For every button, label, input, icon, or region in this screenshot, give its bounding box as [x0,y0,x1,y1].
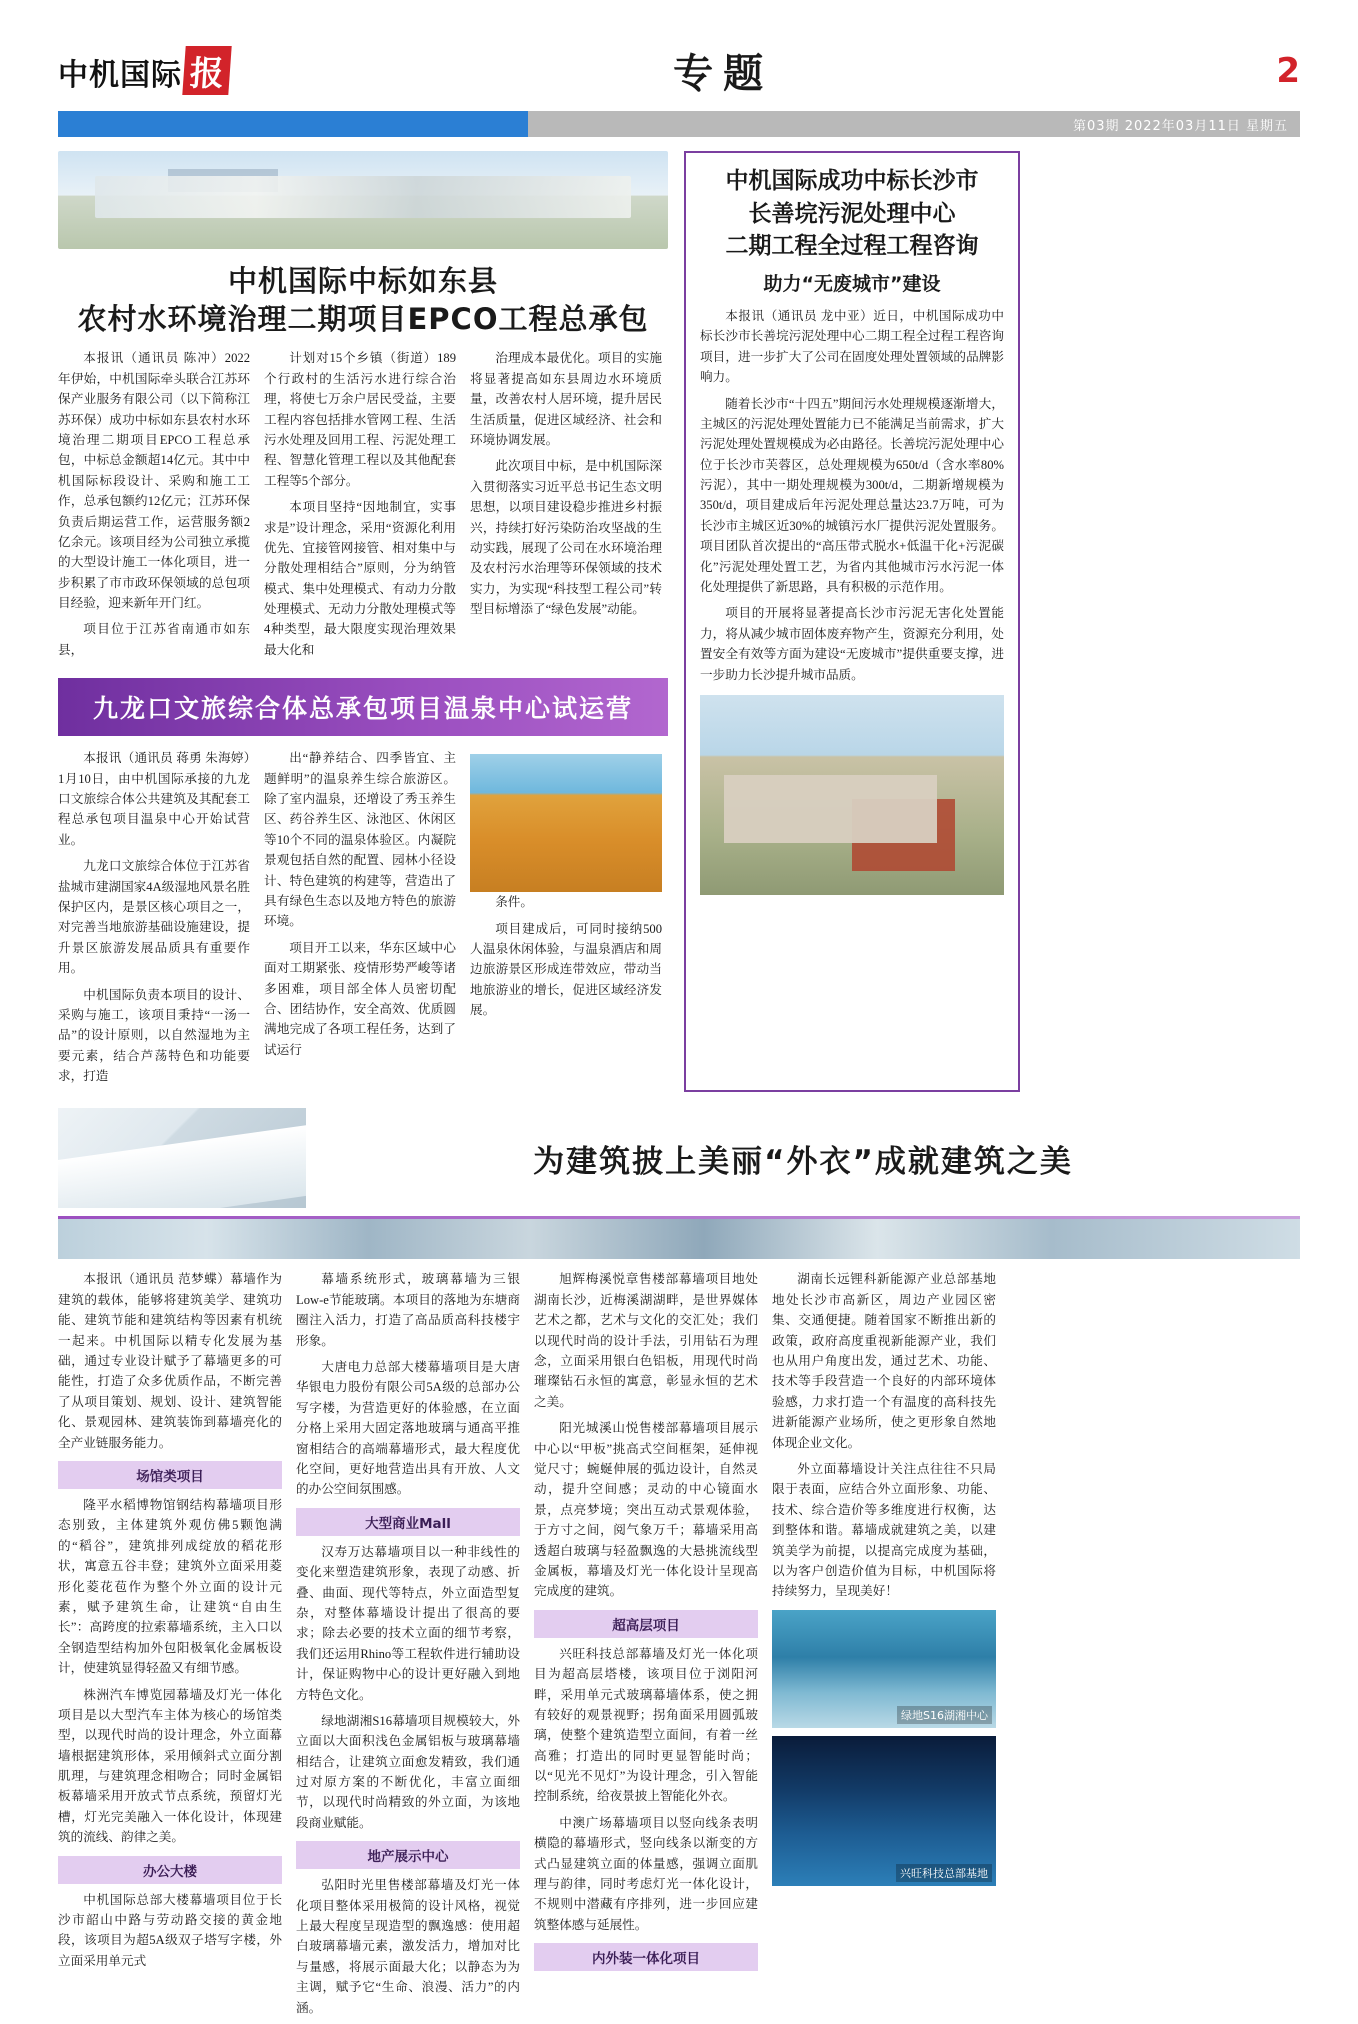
subheading: 办公大楼 [58,1856,282,1884]
paragraph: 本项目坚持“因地制宜，实事求是”设计理念，采用“资源化利用优先、宜接管网接管、相对集中与分散处理相结合”原则，分为纳管模式、集中处理模式、有动力分散处理模式、无动力分散处理模式等4种类型，最大限度实现治理效果最大化和 [264,500,456,657]
paragraph: 旭辉梅溪悦章售楼部幕墙项目地处湖南长沙，近梅溪湖湖畔，是世界媒体艺术之都，艺术与文化的交汇处；我们以现代时尚的设计手法，引用钻石为理念，立面采用银白色铝板，用现代时尚璀璨钻石永恒的寓意，彰显永恒的艺术之美。 [534,1272,758,1409]
logo-badge: 报 [182,46,231,95]
feature-photo-1-caption: 绿地S16湖湘中心 [897,1706,992,1724]
article-3-body [700,306,1004,685]
paragraph: 出“静养结合、四季皆宜、主题鲜明”的温泉养生综合旅游区。除了室内温泉，还增设了秀玉养生区、药谷养生区、泳池区、休闲区等10个不同的温泉体验区。内凝院景观包括自然的配置、园林小径设计、特色建筑的构建等，营造出了具有绿色生态以及地方特色的旅游环境。 [264,751,456,929]
feature-col-1 [58,1269,282,2024]
paragraph: 此次项目中标，是中机国际深入贯彻落实习近平总书记生态文明思想，以项目建设稳步推进乡村振兴，持续打好污染防治攻坚战的生动实践，展现了公司在水环境治理及农村污水治理等环保领域的技术实力，为实现“科技型工程公司”转型目标增添了“绿色发展”动能。 [470,459,662,617]
article-1-headline-line2: 农村水环境治理二期项目EPCO工程总承包 [77,301,649,336]
feature-photo-1-wrap [772,1610,996,1728]
article-2-photo [470,754,662,892]
article-3-headline-line3: 二期工程全过程工程咨询 [725,233,979,260]
paragraph: 汉寿万达幕墙项目以一种非线性的变化来塑造建筑形象，表现了动感、折叠、曲面、现代等特点，外立面造型复杂，对整体幕墙设计提出了很高的要求；除去必要的技术立面的细节考察，我们还运用Rhino等工程软件进行辅助设计，保证购物中心的设计更好融入到地方特色文化。 [296,1544,520,1702]
paragraph: 株洲汽车博览园幕墙及灯光一体化项目是以大型汽车主体为核心的场馆类型，以现代时尚的设计理念，外立面幕墙根据建筑形体，采用倾斜式立面分割肌理，与建筑理念相吻合；同时金属铝板幕墙采用开放式节点系统，预留灯光槽，灯光完美融入一体化设计，体现建筑的流线、韵律之美。 [58,1687,282,1845]
page-number: 2 [1276,50,1300,91]
logo-text: 中机国际 [58,58,182,93]
paragraph: 幕墙系统形式，玻璃幕墙为三银Low-e节能玻璃。本项目的落地为东塘商圈注入活力，打造了高品质高科技楼宇形象。 [296,1272,520,1348]
band-blue [58,111,528,137]
paragraph: 大唐电力总部大楼幕墙项目是大唐华银电力股份有限公司5A级的总部办公写字楼，为营造更好的体验感，在立面分格上采用大固定落地玻璃与通高平推窗相结合的高端幕墙形式，最大程度优化空间，更好地营造出具有开放、人文的办公空间氛围感。 [296,1360,520,1497]
article-1-col-1 [58,348,250,666]
article-2-col-3 [470,748,662,1092]
article-1-columns [58,348,668,666]
paragraph: 绿地湖湘S16幕墙项目规模较大，外立面以大面积浅色金属铝板与玻璃幕墙相结合，让建筑立面愈发精致，我们通过对原方案的不断优化，丰富立面细节，以现代时尚精致的外立面，为该地段商业赋能。 [296,1713,520,1830]
paragraph: 中机国际负责本项目的设计、采购与施工，该项目秉持“一汤一品”的设计原则，以自然湿地为主要元素，结合芦荡特色和功能要求，打造 [58,987,250,1084]
article-3 [684,151,1020,1092]
feature-photo-strip [58,1219,1300,1259]
feature-article [58,1108,1300,2024]
article-3-headline-line1: 中机国际成功中标长沙市 [725,168,979,194]
article-1-headline [58,263,668,338]
subheading: 场馆类项目 [58,1461,282,1489]
subheading: 内外装一体化项目 [534,1943,758,1971]
subheading: 超高层项目 [534,1610,758,1638]
article-2-columns [58,748,668,1092]
article-1-headline-line1: 中机国际中标如东县 [227,264,498,298]
paragraph: 外立面幕墙设计关注点往往不只局限于表面，应结合外立面形象、功能、技术、综合造价等多维度进行权衡，达到整体和谐。幕墙成就建筑之美，以建筑美学为前提，以提高完成度为基础，以为客户创造价值为目标，中机国际将持续努力，呈现美好！ [772,1462,996,1599]
issue-line: 第03期 2022年03月11日 星期五 [528,111,1300,137]
article-1-photo [58,151,668,249]
paragraph: 项目的开展将显著提高长沙市污泥无害化处置能力，将从减少城市固体废弃物产生，资源充分利用，处置安全有效等方面为建设“无废城市”提供重要支撑，进一步助力长沙提升城市品质。 [700,606,1004,682]
paragraph: 阳光城溪山悦售楼部幕墙项目展示中心以“甲板”挑高式空间框架，延伸视觉尺寸；蜿蜒伸展的弧边设计，自然灵动，提升空间感；灵动的中心镜面水景，点亮梦境；突出互动式景观体验，于方寸之间，阅气象万千；幕墙采用高透超白玻璃与轻盈飘逸的大悬挑流线型金属板，幕墙及灯光一体化设计呈现高完成度的建筑。 [534,1421,758,1599]
feature-col-4 [772,1269,996,2024]
paragraph: 项目位于江苏省南通市如东县， [58,622,250,657]
feature-col-2 [296,1269,520,2024]
article-2-banner: 九龙口文旅综合体总承包项目温泉中心试运营 [58,678,668,736]
paragraph: 本报讯（通讯员 蒋勇 朱海婷）1月10日，由中机国际承接的九龙口文旅综合体公共建筑及其配套工程总承包项目温泉中心开始试营业。 [58,751,250,847]
article-3-headline [700,165,1004,263]
feature-photo-2-wrap [772,1736,996,1886]
paragraph: 条件。 [495,895,533,910]
article-2-col-2 [264,748,456,1092]
paragraph: 治理成本最优化。项目的实施将显著提高如东县周边水环境质量，改善农村人居环境，提升居民生活质量，促进区域经济、社会和环境协调发展。 [470,351,662,447]
paragraph: 弘阳时光里售楼部幕墙及灯光一体化项目整体采用极简的设计风格，视觉上最大程度呈现造型的飘逸感：使用超白玻璃幕墙元素，激发活力，增加对比与量感，将展示面最大化；以静态为为主调，赋予它“生命、浪漫、活力”的内涵。 [296,1878,520,2015]
paragraph: 随着长沙市“十四五”期间污水处理规模逐渐增大，主城区的污泥处理处置能力已不能满足当前需求，扩大污泥处理处置规模成为必由路径。长善垸污泥处理中心位于长沙市芙蓉区，总处理规模为650t/d（含水率80%污泥），其中一期处理规模为300t/d，二期新增规模为350t/d，项目建成后年污泥处理总量达23.7万吨，可为长沙市主城区近30%的城镇污水厂提供污泥处置服务。项目团队首次提出的“高压带式脱水+低温干化+污泥碳化”污泥处理处置工艺，为省内其他城市污水污泥一体化处理提供了新思路，具有积极的示范作用。 [700,396,1004,595]
paragraph: 计划对15个乡镇（街道）189个行政村的生活污水进行综合治理，将使七万余户居民受益，主要工程内容包括排水管网工程、生活污水处理及回用工程、污泥处理工程、智慧化管理工程以及其他配套工程等5个部分。 [264,351,456,488]
article-1-col-3 [470,348,662,666]
section-title: 专题 [673,51,774,97]
paragraph: 中机国际总部大楼幕墙项目位于长沙市韶山中路与劳动路交接的黄金地段，该项目为超5A级双子塔写字楼，外立面采用单元式 [58,1892,282,1968]
paragraph: 九龙口文旅综合体位于江苏省盐城市建湖国家4A级湿地风景名胜保护区内，是景区核心项目之一，对完善当地旅游基础设施建设，提升景区旅游发展品质具有重要作用。 [58,859,250,976]
masthead [58,0,1300,99]
newspaper-logo [58,46,230,95]
feature-photo-2-caption: 兴旺科技总部基地 [896,1864,992,1882]
feature-columns [58,1269,1300,2024]
feature-photo [58,1108,306,1208]
article-1-col-2 [264,348,456,666]
article-3-photo [700,695,1004,895]
paragraph: 项目开工以来，华东区域中心面对工期紧张、疫情形势严峻等诸多困难，项目部全体人员密切配合、团结协作，安全高效、优质圆满地完成了各项工程任务，达到了试运行 [264,940,456,1057]
feature-col-3 [534,1269,758,2024]
issue-band [58,111,1300,137]
top-section [58,151,1300,1092]
article-2-col-1 [58,748,250,1092]
article-3-headline-line2: 长善垸污泥处理中心 [748,200,956,227]
feature-header [58,1108,1300,1208]
feature-title: 为建筑披上美丽“外衣”成就建筑之美 [533,1143,1073,1180]
paragraph: 隆平水稻博物馆钢结构幕墙项目形态别致，主体建筑外观仿佛5颗饱满的“稻谷”，建筑排列成绽放的稻花形状，寓意五谷丰登；建筑外立面采用菱形化菱花苞作为整个外立面的设计元素，赋予建筑生命，让建筑“自由生长”：高跨度的拉索幕墙系统，主入口以全钢造型结构加外包阳极氧化金属板设计，使建筑显得轻盈又有细节感。 [58,1498,282,1676]
article-1 [58,151,668,1092]
paragraph: 本报讯（通讯员 范梦蝶）幕墙作为建筑的载体，能够将建筑美学、建筑功能、建筑节能和建筑结构等因素有机统一起来。中机国际以精专化发展为基础，通过专业设计赋予了幕墙更多的可能性，打造了众多优质作品，不断完善了从项目策划、规划、设计、建筑智能化、景观园林、建筑装饰到幕墙亮化的全产业链服务能力。 [58,1272,282,1450]
paragraph: 湖南长远锂科新能源产业总部基地地处长沙市高新区，周边产业园区密集、交通便捷。随着国家不断推出新的政策，政府高度重视新能源产业，我们也从用户角度出发，通过艺术、功能、技术等手段营造一个良好的内部环境体验感，力求打造一个有温度的高科技先进新能源产业场所，使之更形象自然地体现企业文化。 [772,1272,996,1450]
paragraph: 本报讯（通讯员 龙中亚）近日，中机国际成功中标长沙市长善垸污泥处理中心二期工程全过程工程咨询项目，进一步扩大了公司在固度处理处置领域的品牌影响力。 [700,308,1004,385]
paragraph: 项目建成后，可同时接纳500人温泉休闲体验，与温泉酒店和周边旅游景区形成连带效应，带动当地旅游业的增长，促进区域经济发展。 [470,921,662,1018]
paragraph: 中澳广场幕墙项目以竖向线条表明横隐的幕墙形式，竖向线条以渐变的方式凸显建筑立面的体量感，强调立面肌理与韵律，同时考虑灯光一体化设计，不规则中潜藏有序排列，进一步回应建筑整体感与延展性。 [534,1815,758,1932]
paragraph: 兴旺科技总部幕墙及灯光一体化项目为超高层塔楼，该项目位于浏阳河畔，采用单元式玻璃幕墙体系，使之拥有较好的观景视野；拐角面采用圆弧玻璃，使整个建筑造型立面间，有着一丝高雅；打造出的同时更显智能时尚；以“见光不见灯”为设计理念，引入智能控制系统，给夜景披上智能化外衣。 [534,1646,758,1804]
subheading: 大型商业Mall [296,1508,520,1536]
subheading: 地产展示中心 [296,1841,520,1869]
article-3-subtitle: 助力“无废城市”建设 [763,272,941,295]
paragraph: 本报讯（通讯员 陈冲）2022年伊始，中机国际牵头联合江苏环保产业服务有限公司（以下简称江苏环保）成功中标如东县农村水环境治理二期项目EPCO工程总承包，中标总金额超14亿元。其中中机国际标段设计、采购和施工工作，总承包额约12亿元；江苏环保负责后期运营工作，运营服务额2亿余元。该项目经为公司独立承揽的大型设计施工一体化项目，进一步积累了市市政环保领域的总包项目经验，迎来新年开门红。 [58,351,250,611]
